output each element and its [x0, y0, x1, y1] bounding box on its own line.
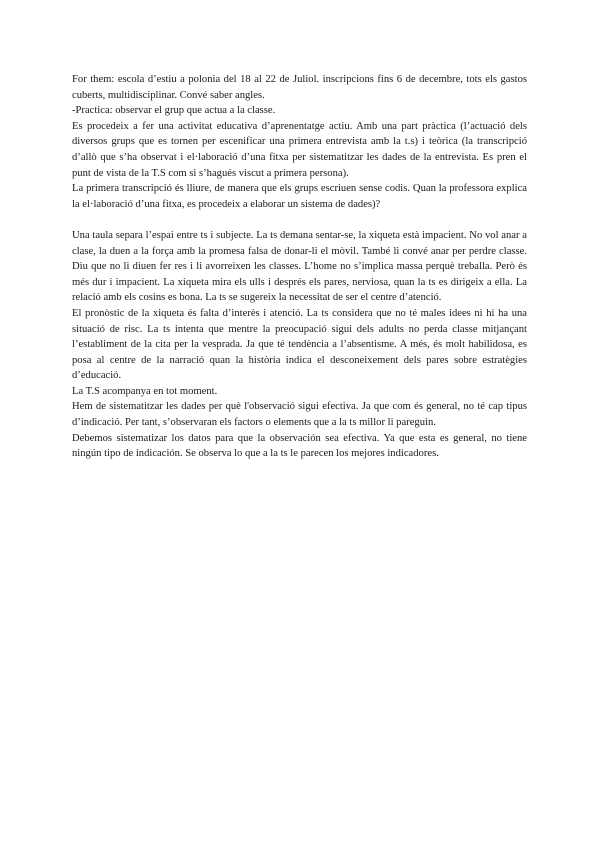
- paragraph-prognosis: El pronòstic de la xiqueta és falta d’interès i atenció. La ts considera que no té males idees ni hi ha una situació de risc. La ts intenta que mentre la preocupació sigui dels adults no perda classe mitjançant l’establiment de la cita per la vesprada. Ja que té tendència a l’absentisme. A més, és molt habilidosa, es posa al centre de la narració quan la història indica el desconeixement dels pares sobre estratègies d’educació.: [72, 307, 527, 382]
- paragraph-systematize-spanish: Debemos sistematizar los datos para que la observación sea efectiva. Ya que esta es general, no tiene ningún tipo de indicación. Se observa lo que a la ts le parecen los mejores indicadores.: [72, 432, 527, 460]
- paragraph-accompaniment: La T.S acompanya en tot moment.: [72, 385, 218, 397]
- paragraph-activity: Es procedeix a fer una activitat educativa d’aprenentatge actiu. Amb una part pràctica (l’actuació dels diversos grups que es tornen per escenificar una primera entrevista amb la t.s) i teòrica (la transcripció d’allò que s’ha observat i el·laboració d’una fitxa per sistematitzar les dades de la entrevista. Es pren el punt de vista de la T.S com si s’hagués viscut a primera persona).: [72, 120, 527, 179]
- paragraph-spacer: [72, 212, 527, 228]
- paragraph-systematize-catalan: Hem de sistematitzar les dades per què l'observació sigui efectiva. Ja que com és general, no té cap tipus d’indicació. Per tant, s’observaran els factors o elements que a la ts millor li pareguin.: [72, 401, 527, 429]
- paragraph-summer-school: For them: escola d’estiu a polonia del 18 al 22 de Juliol. inscripcions fins 6 de decembre, tots els gastos cuberts, multidisciplinar. Convé saber angles.: [72, 74, 527, 101]
- paragraph-practice: -Practica: observar el grup que actua a la classe.: [72, 105, 276, 117]
- document-body: [72, 72, 527, 462]
- paragraph-interview: Una taula separa l’espai entre ts i subjecte. La ts demana sentar-se, la xiqueta està impacient. No vol anar a clase, la duen a la força amb la promesa falsa de donar-li el mòvil. També li convé anar per perdre classe. Diu que no li diuen fer res i li avorreixen les classes. L’home no s’implica massa perquè treballa. Però és més dur i impacient. La xiqueta mira els ulls i després els pares, nerviosa, quan la ts es dirigeix a ella. La relació amb els cosins es bona. La ts se sugereix la necessitat de ser el centre d’atenció.: [72, 229, 527, 304]
- paragraph-transcription: La primera transcripció és lliure, de manera que els grups escriuen sense codis. Quan la professora explica la el·laboració d’una fitxa, es procedeix a elaborar un sistema de dades)?: [72, 183, 527, 210]
